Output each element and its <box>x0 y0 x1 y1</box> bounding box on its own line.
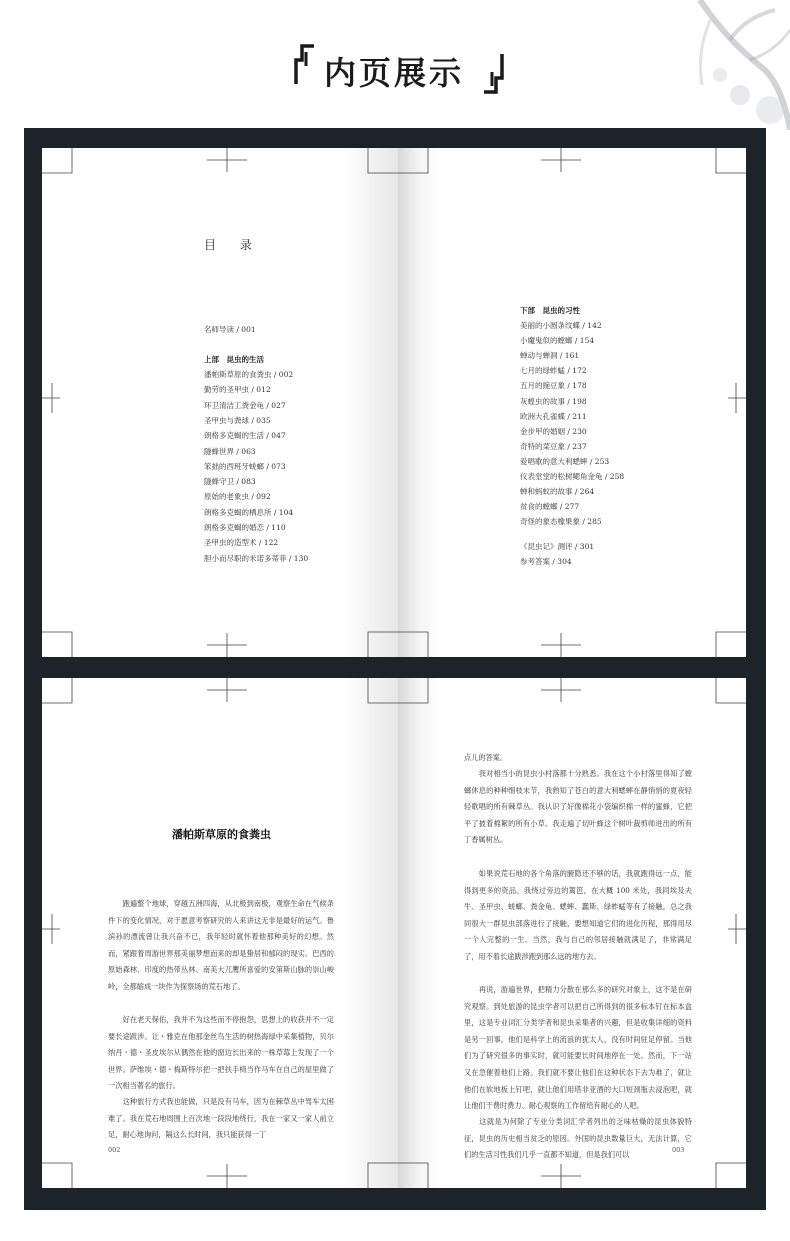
toc-item: 蝉动与蝉洞 / 161 <box>520 351 580 361</box>
toc-item: 朗格多克蝎的栖息所 / 104 <box>204 507 294 517</box>
toc-item: 朗格多克蝎的生活 / 047 <box>204 431 286 441</box>
toc-item: 原始的老象虫 / 092 <box>204 492 271 502</box>
toc-item: 灰蝗虫的故事 / 198 <box>520 396 587 406</box>
chapter-title: 潘帕斯草原的食粪虫 <box>172 828 271 841</box>
toc-heading: 目 录 <box>204 238 262 252</box>
toc-guide: 名师导读 / 001 <box>204 325 256 334</box>
ink-branch-decoration <box>590 0 790 130</box>
toc-part1-heading: 上部 昆虫的生活 <box>204 355 264 364</box>
toc-item: 奇怪的象态橡果象 / 285 <box>520 517 602 527</box>
toc-item: 圣甲虫的造型术 / 122 <box>204 538 279 548</box>
header <box>0 0 790 128</box>
toc-item: 小魔鬼似的螳螂 / 154 <box>520 336 595 346</box>
toc-item: 隧蜂守卫 / 083 <box>204 477 256 487</box>
toc-item: 七月的绿蚱蜢 / 172 <box>520 366 587 376</box>
toc-part2-heading: 下部 昆虫的习性 <box>520 306 580 315</box>
toc-item: 笨拙的西班牙蜣螂 / 073 <box>204 461 286 471</box>
toc-item: 五月的豌豆象 / 178 <box>520 381 587 391</box>
toc-item: 仪表堂堂的松树鳃角金龟 / 258 <box>520 472 625 481</box>
chapter-page-left <box>42 678 398 1188</box>
title-text: 内页展示 <box>324 54 465 92</box>
toc-item: 奇特的菜豆象 / 237 <box>520 441 587 451</box>
paragraph: 这种旅行方式我也能做，只是没有马车，因为在棘草丛中驾车太困难了。我在荒石地周围上百次地一段段地绕行，我在一家又一家人前立足，耐心地询问，隔这么长时间，我只能获得一丁 <box>108 1097 334 1140</box>
toc-item: 参考答案 / 304 <box>520 557 572 566</box>
toc-item: 贫食的螳螂 / 277 <box>520 502 580 512</box>
toc-item: 环卫清洁工粪金龟 / 027 <box>204 400 286 410</box>
toc-item: 朗格多克蝎的婚恋 / 110 <box>204 523 286 532</box>
page-number: 002 <box>108 1146 121 1154</box>
section-title <box>294 44 504 94</box>
toc-item: 美丽的小圆条纹蝶 / 142 <box>520 321 602 330</box>
toc-item: 金步甲的婚姻 / 230 <box>520 426 587 436</box>
paragraph: 我对相当小的昆虫小村落都十分熟悉。我在这个小村落里得知了螳螂休息的种种细枝末节，我熟知了苍白的意大利蟋蟀在静悄悄的夏夜轻轻歌唱的所有棘草丛。我认识了好像棉花小袋编织棉一样的蜜蜂，它把平了披着棉絮的所有小草。我走遍了切叶蜂这个树叶裁剪师进出的所有丁香属树丛。 <box>464 769 692 845</box>
toc-item: 《昆虫记》测评 / 301 <box>520 542 595 551</box>
paragraph: 跑遍整个地球，穿越五洲四海，从北极到南极，观察生命在气候条件下的变化情况，对于愿意考察研究的人来讲这无非是最好的运气。鲁滨孙的漂流曾让我兴奋不已，我年轻时就怀着他那种美好的幻想。然而，紧跟着周游世界那美丽梦想而来的却是蛰居和郁闷的现实。巴西的原始森林、印度的热带丛林、南美大兀鹰所喜爱的安第斯山脉的崇山峻岭，全都缩成一块作为探察场的荒石地了。 <box>108 899 334 991</box>
paragraph: 这就是为何除了专业分类词汇学者列出的乏味枯燥的昆虫体貌特征，昆虫的历史相当贫乏的原因。外国的昆虫数量巨大，无法计算，它们的生活习性我们几乎一直都不知道，但是我们可以 <box>464 1117 692 1160</box>
toc-item: 潘帕斯草原的食粪虫 / 002 <box>204 370 294 379</box>
toc-item: 胆小而尽职的米诺多蒂菲 / 130 <box>204 553 309 563</box>
page-number: 003 <box>672 1146 685 1154</box>
toc-page-left <box>42 148 398 657</box>
paragraph: 再说，游遍世界，把精力分散在那么多的研究对象上，这不是在研究观察。到处旅游的昆虫学者可以把自己所得到的很多标本钉在标本盒里，这是专业词汇分类学者和昆虫采集者的兴趣，但是收集详细的资料是另一回事。他们是科学上的流浪的犹太人，没有时间驻足停留。当他们为了研究很多的事实时，就可能要长时间地停在一处。然而，下一站又在急催着他们上路。我们就不要让他们在这种状态下去为难了，就让他们在软地板上钉吧，就让他们用塔非亚酒的大口短颈瓶去浸泡吧，就让他们干费时费力、耐心观察的工作留给有耐心的人吧。 <box>464 985 692 1111</box>
paragraph: 点儿的答案。 <box>464 753 508 762</box>
paragraph: 如果说荒石地的各个角落的腑隐还不够的话，我就跑得远一点，能得到更多的资品。我绕过旁边的篱笆，在大概 100 米处，我同埃及夫牛、圣甲虫、蜣螂、粪金龟、蟋蟀、蠢斯、绿蚱蜢等有了接触，总之我同很大一群昆虫部落进行了接触，要想知道它们的进化历程，那得用尽一个人完整的一生。当然，我与自己的邻居接触就满足了，非常满足了，用不着长途跋涉跑到那么远的地方去。 <box>464 869 692 961</box>
chapter-page-right <box>398 678 746 1188</box>
toc-item: 隧蜂世界 / 063 <box>204 446 256 456</box>
paragraph: 好在老天保佑，我并不为这些而不停抱怨，思想上的收获并不一定要长途跋涉。让・雅克在他那金丝鸟生活的树热海绿中采集植物，贝尔纳丹・德・圣皮埃尔从偶然在他的窗边长出来的一株草莓上发现了一个世界。萨维埃・德・梅斯特尔把一把扶手椅当作马车在自己的屋里做了一次相当著名的旅行。 <box>108 1015 334 1091</box>
toc-item: 蝉和蚂蚁的故事 / 264 <box>520 487 595 497</box>
toc-page-right <box>398 148 746 657</box>
toc-item: 勤劳的圣甲虫 / 012 <box>204 385 271 395</box>
toc-item: 欧洲大孔雀蝶 / 211 <box>520 411 587 421</box>
toc-item: 爱唱歌的意大利蟋蟀 / 253 <box>520 456 610 466</box>
toc-item: 圣甲虫与粪球 / 035 <box>204 415 271 425</box>
